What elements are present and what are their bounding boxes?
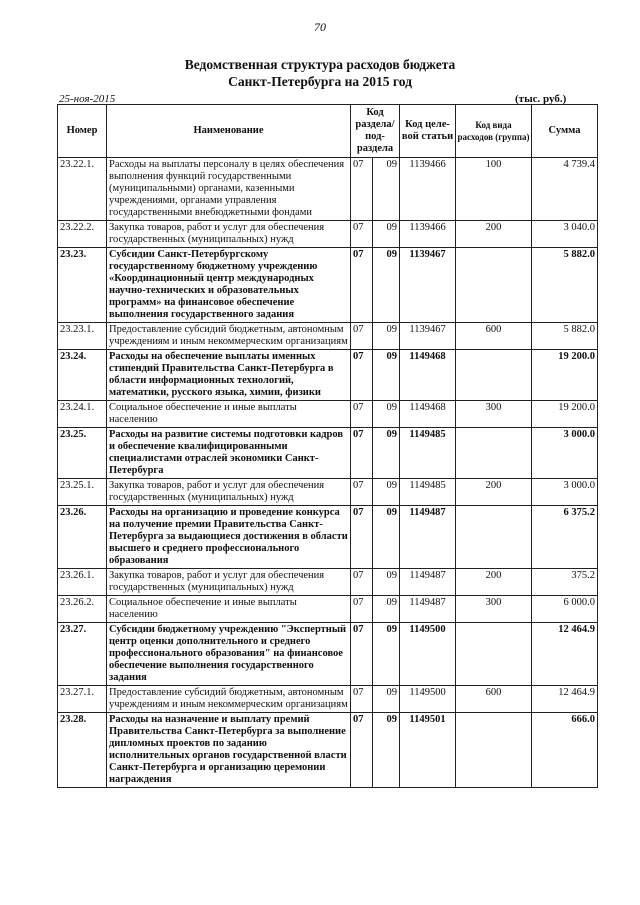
header-name: Наименование bbox=[107, 105, 351, 158]
row-section-code: 07 bbox=[351, 401, 373, 428]
row-sum: 3 040.0 bbox=[532, 221, 598, 248]
row-article-code: 1139466 bbox=[400, 158, 456, 221]
row-name: Расходы на назначение и выплату премий Правительства Санкт-Петербурга за выполнение дипломных проектов по заданию исполнительных органов государственной власти Санкт-Петербурга и организацию церемонии награждения bbox=[107, 713, 351, 788]
row-subsection-code: 09 bbox=[373, 323, 400, 350]
row-section-code: 07 bbox=[351, 221, 373, 248]
row-name: Расходы на организацию и проведение конкурса на получение премии Правительства Санкт-Петербурга за выдающиеся достижения в области высшего и среднего профессионального образования bbox=[107, 506, 351, 569]
row-number: 23.27. bbox=[58, 623, 107, 686]
row-section-code: 07 bbox=[351, 479, 373, 506]
row-subsection-code: 09 bbox=[373, 506, 400, 569]
row-number: 23.27.1. bbox=[58, 686, 107, 713]
row-name: Расходы на обеспечение выплаты именных стипендий Правительства Санкт-Петербурга в области информационных технологий, математики, русского языка, химии, физики bbox=[107, 350, 351, 401]
row-number: 23.23. bbox=[58, 248, 107, 323]
row-article-code: 1139467 bbox=[400, 323, 456, 350]
row-number: 23.22.1. bbox=[58, 158, 107, 221]
row-name: Закупка товаров, работ и услуг для обеспечения государственных (муниципальных) нужд bbox=[107, 221, 351, 248]
table-row bbox=[58, 623, 598, 686]
row-number: 23.22.2. bbox=[58, 221, 107, 248]
row-expense-type: 300 bbox=[456, 596, 532, 623]
title-line-1: Ведомственная структура расходов бюджета bbox=[184, 57, 456, 72]
row-sum: 3 000.0 bbox=[532, 428, 598, 479]
table-row bbox=[58, 350, 598, 401]
table-row bbox=[58, 686, 598, 713]
document-date: 25-ноя-2015 bbox=[59, 93, 116, 105]
row-number: 23.28. bbox=[58, 713, 107, 788]
row-number: 23.23.1. bbox=[58, 323, 107, 350]
row-subsection-code: 09 bbox=[373, 713, 400, 788]
row-section-code: 07 bbox=[351, 506, 373, 569]
row-name: Субсидии Санкт-Петербургскому государственному бюджетному учреждению «Координационный центр международных научно-технических и образовательных программ» на финансовое обеспечение выполнения государственного задания bbox=[107, 248, 351, 323]
row-number: 23.25. bbox=[58, 428, 107, 479]
table-row bbox=[58, 479, 598, 506]
row-expense-type: 200 bbox=[456, 569, 532, 596]
row-article-code: 1149485 bbox=[400, 479, 456, 506]
row-number: 23.25.1. bbox=[58, 479, 107, 506]
row-section-code: 07 bbox=[351, 713, 373, 788]
row-sum: 19 200.0 bbox=[532, 350, 598, 401]
row-subsection-code: 09 bbox=[373, 596, 400, 623]
row-expense-type bbox=[456, 623, 532, 686]
row-name: Расходы на выплаты персоналу в целях обеспечения выполнения функций государственными (муниципальными) органами, казенными учреждениями, органами управления государственными внебюджетными фондами bbox=[107, 158, 351, 221]
row-article-code: 1149487 bbox=[400, 596, 456, 623]
row-subsection-code: 09 bbox=[373, 401, 400, 428]
row-number: 23.26.1. bbox=[58, 569, 107, 596]
row-sum: 12 464.9 bbox=[532, 623, 598, 686]
row-subsection-code: 09 bbox=[373, 248, 400, 323]
row-name: Социальное обеспечение и иные выплаты населению bbox=[107, 401, 351, 428]
row-subsection-code: 09 bbox=[373, 686, 400, 713]
row-article-code: 1149501 bbox=[400, 713, 456, 788]
row-subsection-code: 09 bbox=[373, 350, 400, 401]
table-row bbox=[58, 158, 598, 221]
row-article-code: 1149485 bbox=[400, 428, 456, 479]
table-row bbox=[58, 506, 598, 569]
table-row bbox=[58, 713, 598, 788]
row-sum: 6 000.0 bbox=[532, 596, 598, 623]
row-expense-type bbox=[456, 428, 532, 479]
header-section: Код раздела/ под-раздела bbox=[351, 105, 400, 158]
row-expense-type: 600 bbox=[456, 323, 532, 350]
row-expense-type: 300 bbox=[456, 401, 532, 428]
table-body bbox=[58, 158, 598, 788]
row-section-code: 07 bbox=[351, 596, 373, 623]
row-subsection-code: 09 bbox=[373, 479, 400, 506]
row-article-code: 1149468 bbox=[400, 401, 456, 428]
row-expense-type bbox=[456, 713, 532, 788]
row-sum: 4 739.4 bbox=[532, 158, 598, 221]
row-name: Закупка товаров, работ и услуг для обеспечения государственных (муниципальных) нужд bbox=[107, 479, 351, 506]
row-number: 23.26. bbox=[58, 506, 107, 569]
row-article-code: 1149487 bbox=[400, 506, 456, 569]
row-subsection-code: 09 bbox=[373, 623, 400, 686]
row-name: Субсидии бюджетному учреждению "Экспертный центр оценки дополнительного и среднего профессионального образования" на финансовое обеспечение выполнения государственного задания bbox=[107, 623, 351, 686]
header-sum: Сумма bbox=[532, 105, 598, 158]
page-number: 70 bbox=[314, 20, 326, 34]
table-header-row bbox=[58, 105, 598, 158]
row-number: 23.24.1. bbox=[58, 401, 107, 428]
budget-table bbox=[57, 104, 598, 788]
row-subsection-code: 09 bbox=[373, 428, 400, 479]
row-article-code: 1149468 bbox=[400, 350, 456, 401]
row-name: Закупка товаров, работ и услуг для обеспечения государственных (муниципальных) нужд bbox=[107, 569, 351, 596]
row-section-code: 07 bbox=[351, 569, 373, 596]
document-title bbox=[0, 56, 640, 90]
row-subsection-code: 09 bbox=[373, 569, 400, 596]
row-expense-type: 200 bbox=[456, 479, 532, 506]
row-name: Предоставление субсидий бюджетным, автономным учреждениям и иным некоммерческим организациям bbox=[107, 323, 351, 350]
row-expense-type: 600 bbox=[456, 686, 532, 713]
row-section-code: 07 bbox=[351, 623, 373, 686]
row-sum: 3 000.0 bbox=[532, 479, 598, 506]
row-section-code: 07 bbox=[351, 686, 373, 713]
row-article-code: 1139467 bbox=[400, 248, 456, 323]
table-row bbox=[58, 569, 598, 596]
row-sum: 5 882.0 bbox=[532, 248, 598, 323]
row-expense-type bbox=[456, 506, 532, 569]
row-section-code: 07 bbox=[351, 158, 373, 221]
row-sum: 666.0 bbox=[532, 713, 598, 788]
row-article-code: 1149487 bbox=[400, 569, 456, 596]
row-number: 23.26.2. bbox=[58, 596, 107, 623]
header-article: Код целе-вой статьи bbox=[400, 105, 456, 158]
row-number: 23.24. bbox=[58, 350, 107, 401]
header-number: Номер bbox=[58, 105, 107, 158]
row-sum: 5 882.0 bbox=[532, 323, 598, 350]
row-sum: 12 464.9 bbox=[532, 686, 598, 713]
row-article-code: 1139466 bbox=[400, 221, 456, 248]
row-expense-type: 200 bbox=[456, 221, 532, 248]
row-subsection-code: 09 bbox=[373, 221, 400, 248]
table-row bbox=[58, 428, 598, 479]
table-row bbox=[58, 401, 598, 428]
row-subsection-code: 09 bbox=[373, 158, 400, 221]
row-sum: 19 200.0 bbox=[532, 401, 598, 428]
row-expense-type: 100 bbox=[456, 158, 532, 221]
row-section-code: 07 bbox=[351, 323, 373, 350]
table-row bbox=[58, 323, 598, 350]
row-sum: 6 375.2 bbox=[532, 506, 598, 569]
row-section-code: 07 bbox=[351, 248, 373, 323]
header-expense-type: Код вида расходов (группа) bbox=[456, 105, 532, 158]
row-article-code: 1149500 bbox=[400, 686, 456, 713]
row-article-code: 1149500 bbox=[400, 623, 456, 686]
row-sum: 375.2 bbox=[532, 569, 598, 596]
table-row bbox=[58, 248, 598, 323]
row-expense-type bbox=[456, 350, 532, 401]
row-name: Социальное обеспечение и иные выплаты населению bbox=[107, 596, 351, 623]
table-row bbox=[58, 596, 598, 623]
row-section-code: 07 bbox=[351, 350, 373, 401]
row-name: Предоставление субсидий бюджетным, автономным учреждениям и иным некоммерческим организациям bbox=[107, 686, 351, 713]
row-expense-type bbox=[456, 248, 532, 323]
units-label: (тыс. руб.) bbox=[515, 93, 567, 105]
row-section-code: 07 bbox=[351, 428, 373, 479]
table-row bbox=[58, 221, 598, 248]
row-name: Расходы на развитие системы подготовки кадров и обеспечение квалифицированными специалистами отраслей экономики Санкт-Петербурга bbox=[107, 428, 351, 479]
title-line-2: Санкт-Петербурга на 2015 год bbox=[228, 74, 412, 89]
